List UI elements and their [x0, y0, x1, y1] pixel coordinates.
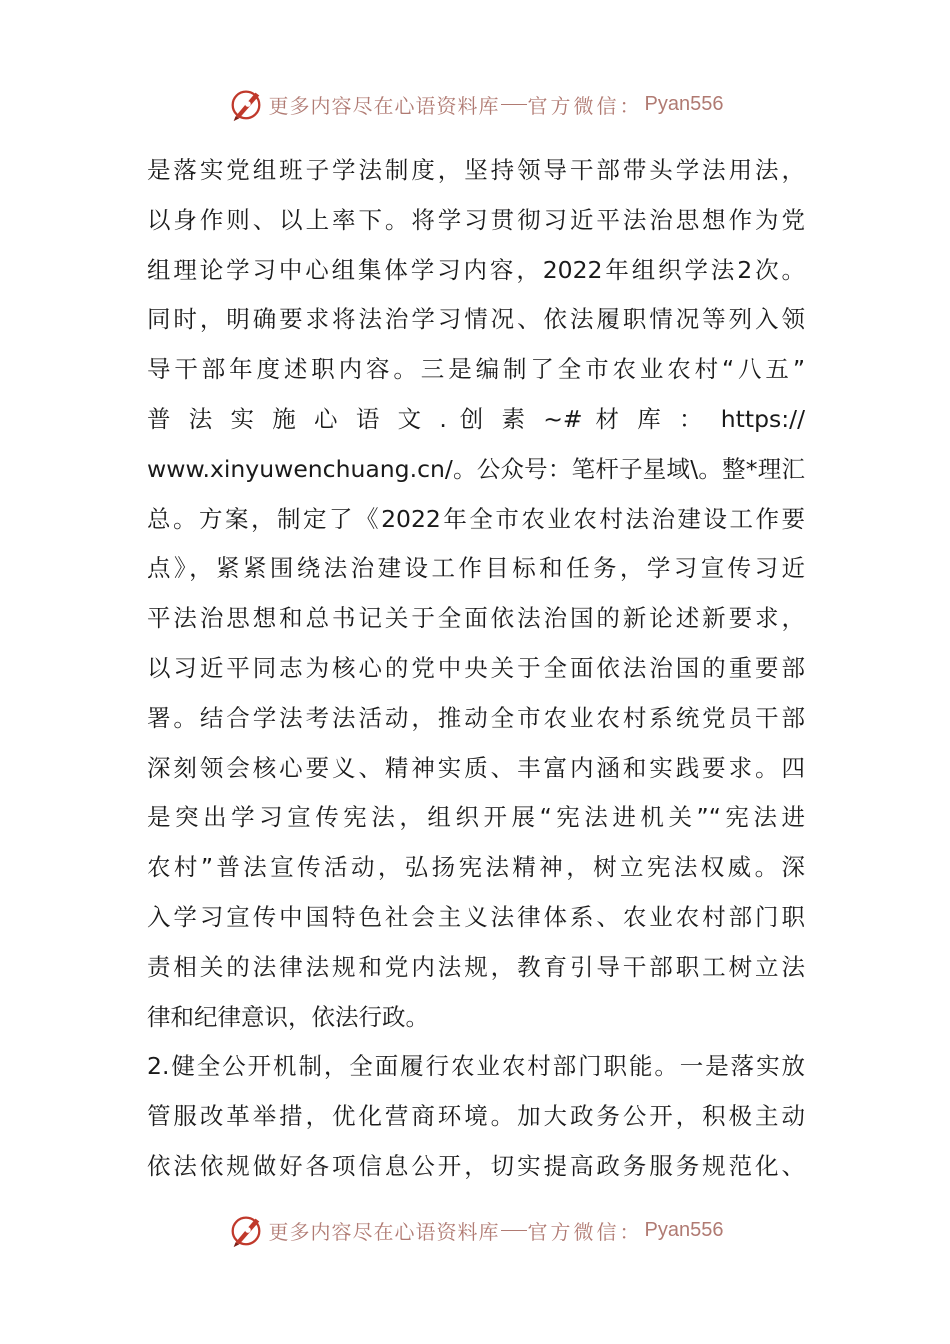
text-line: 点》，紧紧围绕法治建设工作目标和任务，学习宣传习近 [147, 554, 805, 583]
text-line: 律和纪律意识，依法行政。 [147, 1002, 429, 1031]
document-body [147, 146, 805, 1192]
text-line: 署。结合学法考法活动，推动全市农业农村系统党员干部 [147, 703, 805, 732]
text-line: www.xinyuwenchuang.cn/。公众号：笔杆子星域\。整*理汇 [147, 454, 805, 483]
header-site-text: 更多内容尽在心语资料库 [268, 93, 500, 118]
text-line: 平法治思想和总书记关于全面依法治国的新论述新要求， [147, 604, 805, 633]
header-wechat-label: 官方微信： [527, 93, 643, 118]
header-wechat-id: Pyan556 [644, 92, 724, 115]
text-line: 是突出学习宣传宪法，组织开展“宪法进机关”“宪法进 [147, 803, 805, 832]
pen-logo-icon [227, 1211, 265, 1249]
footer-banner [0, 1210, 950, 1250]
text-line: 总。方案，制定了《2022年全市农业农村法治建设工作要 [147, 504, 805, 533]
footer-site-text: 更多内容尽在心语资料库 [268, 1219, 500, 1244]
footer-wechat-id: Pyan556 [644, 1218, 724, 1241]
text-line: 是落实党组班子学法制度，坚持领导干部带头学法用法， [147, 156, 805, 184]
text-line: 普 法 实 施 心 语 文 . 创 素 ~# 材 库 ： https:// [147, 404, 805, 433]
text-line: 2.健全公开机制，全面履行农业农村部门职能。一是落实放 [147, 1052, 805, 1081]
text-line: 深刻领会核心要义、精神实质、丰富内涵和实践要求。四 [147, 753, 805, 782]
text-line: 以身作则、以上率下。将学习贯彻习近平法治思想作为党 [147, 205, 805, 234]
text-line: 组理论学习中心组集体学习内容，2022年组织学法2次。 [147, 255, 805, 284]
header-dash [501, 104, 527, 105]
text-line: 责相关的法律法规和党内法规，教育引导干部职工树立法 [147, 952, 805, 981]
footer-wechat-label: 官方微信： [527, 1219, 643, 1244]
text-line: 依法依规做好各项信息公开，切实提高政务服务规范化、 [147, 1151, 805, 1180]
pen-logo-icon [227, 85, 265, 123]
text-line: 管服改革举措，优化营商环境。加大政务公开，积极主动 [147, 1102, 805, 1131]
text-line: 导干部年度述职内容。三是编制了全市农业农村“八五” [147, 355, 805, 384]
text-line: 同时，明确要求将法治学习情况、依法履职情况等列入领 [147, 305, 805, 334]
footer-dash [501, 1230, 527, 1231]
header-banner [0, 84, 950, 124]
text-line: 入学习宣传中国特色社会主义法律体系、农业农村部门职 [147, 902, 805, 931]
text-line: 农村”普法宣传活动，弘扬宪法精神，树立宪法权威。深 [147, 853, 805, 882]
text-line: 以习近平同志为核心的党中央关于全面依法治国的重要部 [147, 653, 805, 682]
